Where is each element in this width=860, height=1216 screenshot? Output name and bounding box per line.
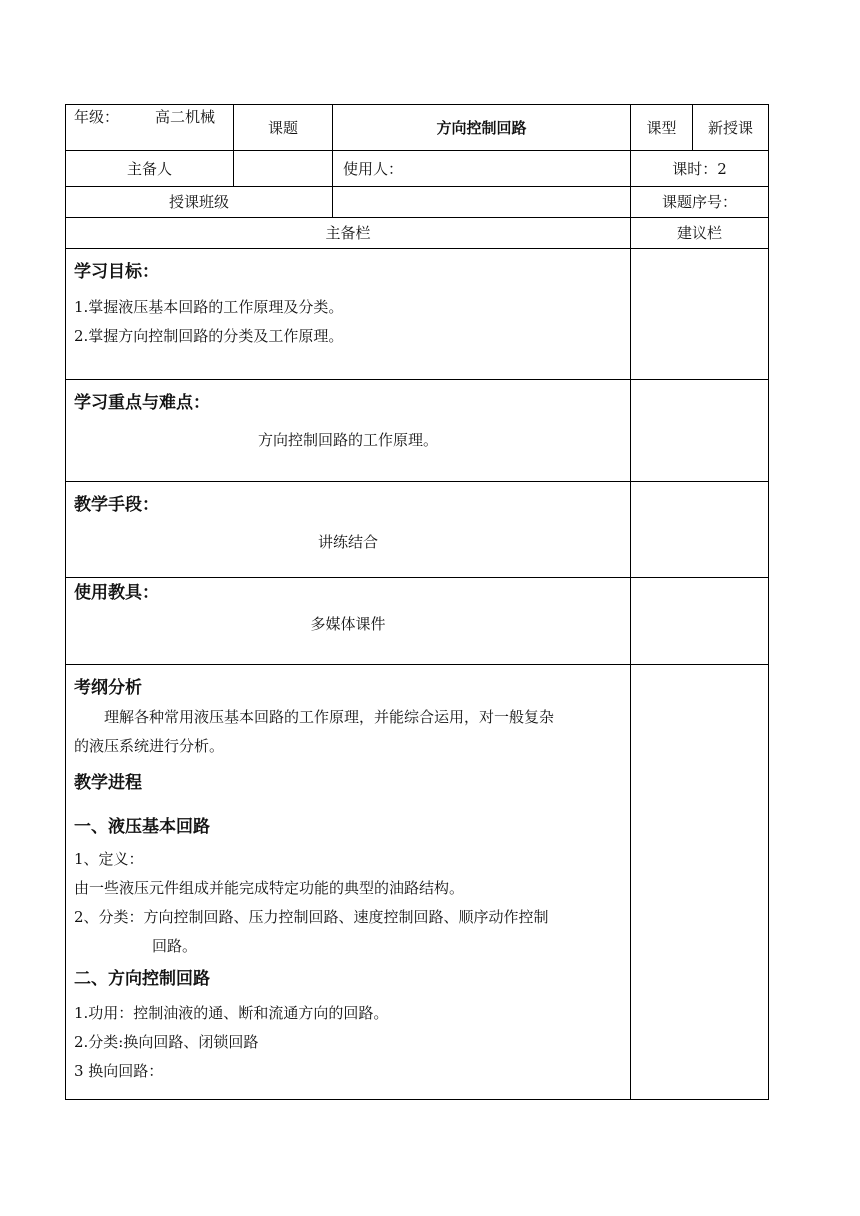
topic-label: 课题 [234,105,333,151]
objective-item-2: 2.掌握方向控制回路的分类及工作原理。 [74,327,344,345]
definition-text: 由一些液压元件组成并能完成特定功能的典型的油路结构。 [74,879,465,897]
process-heading: 教学进程 [74,773,142,793]
key-points-section [66,380,631,482]
analysis-row [66,665,769,1100]
lesson-plan-table [65,104,769,1100]
grade-value: 高二机械 [155,108,216,126]
methods-section [66,482,631,578]
key-points-text: 方向控制回路的工作原理。 [257,431,438,449]
classification-line-1: 2、分类：方向控制回路、压力控制回路、速度控制回路、顺序动作控制 [74,908,549,926]
objectives-row [66,249,769,380]
tools-section [66,578,631,665]
tools-row [66,578,769,665]
header-row-1 [66,105,769,151]
grade-cell [66,105,234,151]
class-label: 授课班级 [66,187,333,218]
methods-text: 讲练结合 [317,533,378,551]
objectives-heading: 学习目标： [74,262,159,282]
header-row-2 [66,151,769,187]
serial-label: 课题序号： [631,187,769,218]
hours-label: 课时：2 [631,151,769,187]
user-label: 使用人： [333,151,631,187]
types-line: 2.分类:换向回路、闭锁回路 [74,1033,259,1051]
type-value: 新授课 [693,105,769,151]
function-line: 1.功用：控制油液的通、断和流通方向的回路。 [74,1004,389,1022]
grade-label: 年级： [74,108,120,126]
topic-title: 方向控制回路 [333,105,631,151]
key-points-heading: 学习重点与难点： [74,393,210,413]
analysis-text-line-1: 理解各种常用液压基本回路的工作原理，并能综合运用，对一般复杂 [104,708,555,726]
tools-suggestion-cell [631,578,769,665]
class-value [333,187,631,218]
suggestion-column-header: 建议栏 [631,218,769,249]
main-column-header: 主备栏 [66,218,631,249]
classification-line-2: 回路。 [152,937,198,955]
preparer-label: 主备人 [66,151,234,187]
tools-heading: 使用教具： [74,583,159,603]
definition-label: 1、定义： [74,850,144,868]
analysis-text-line-2: 的液压系统进行分析。 [74,737,225,755]
objectives-suggestion-cell [631,249,769,380]
analysis-heading: 考纲分析 [74,678,142,698]
methods-row [66,482,769,578]
type-label: 课型 [631,105,693,151]
objective-item-1: 1.掌握液压基本回路的工作原理及分类。 [74,298,344,316]
analysis-section [66,665,631,1100]
reversing-circuit-line: 3 换向回路： [74,1062,164,1080]
analysis-suggestion-cell [631,665,769,1100]
methods-heading: 教学手段： [74,495,159,515]
key-points-suggestion-cell [631,380,769,482]
methods-suggestion-cell [631,482,769,578]
part2-heading: 二、方向控制回路 [74,969,210,989]
column-header-row [66,218,769,249]
objectives-section [66,249,631,380]
header-row-3 [66,187,769,218]
key-points-row [66,380,769,482]
preparer-value [234,151,333,187]
part1-heading: 一、液压基本回路 [74,817,210,837]
tools-text: 多媒体课件 [310,615,386,633]
